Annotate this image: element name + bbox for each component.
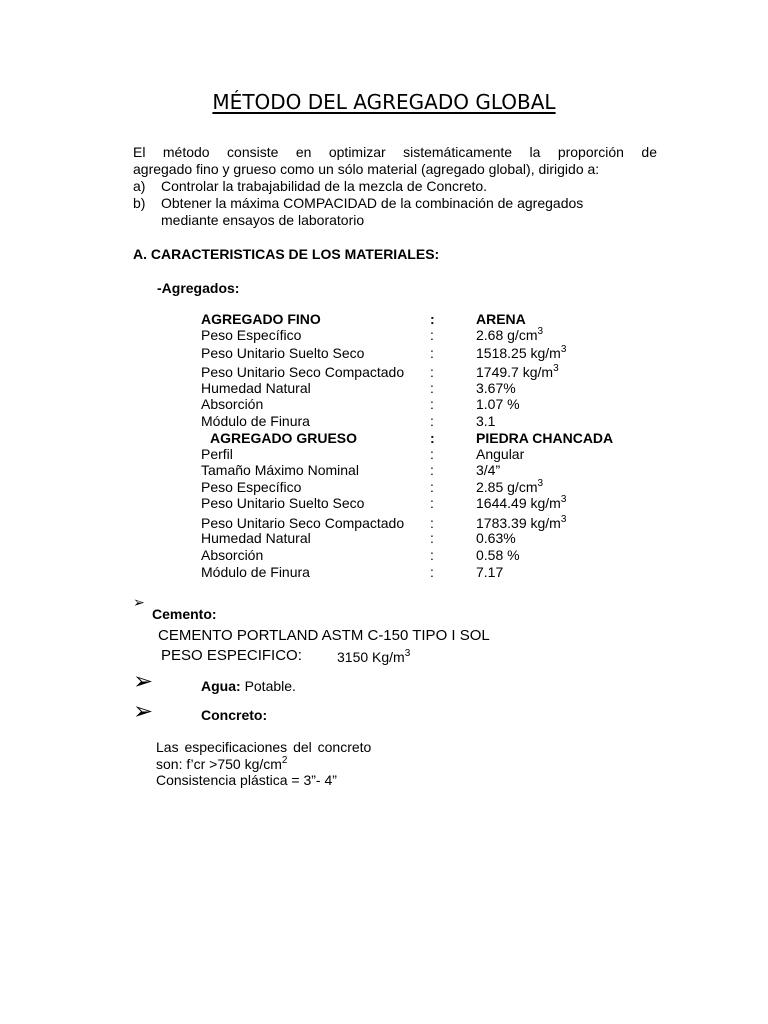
intro-line-1: El método consiste en optimizar sistemáticamente la proporción de <box>133 144 657 160</box>
grueso-row-value: 0.63% <box>476 530 516 546</box>
fino-row-label: Peso Unitario Seco Compactado <box>201 364 405 380</box>
grueso-row-label: Perfil <box>201 446 233 462</box>
list-item-a-marker: a) <box>133 178 146 194</box>
grueso-header-label: AGREGADO GRUESO <box>210 430 358 446</box>
agua-text: Potable. <box>244 678 296 694</box>
grueso-header-colon: : <box>430 430 435 446</box>
grueso-header-value: PIEDRA CHANCADA <box>476 430 614 446</box>
fino-row-colon: : <box>430 380 434 396</box>
grueso-row-label: Peso Unitario Suelto Seco <box>201 495 365 511</box>
arrow-bullet-icon: ➢ <box>133 698 154 725</box>
grueso-row-colon: : <box>430 547 434 563</box>
fino-row-colon: : <box>430 364 434 380</box>
cemento-peso-value: 3150 $Kg/m^3$ <box>337 648 411 665</box>
fino-row-label: Peso Unitario Suelto Seco <box>201 345 365 361</box>
fino-row-value: 1518.25 $kg/m^3$ <box>476 344 567 361</box>
fino-row-colon: : <box>430 345 434 361</box>
fino-header-label: AGREGADO FINO <box>201 311 321 327</box>
fino-row-colon: : <box>430 327 434 343</box>
grueso-row-colon: : <box>430 564 434 580</box>
fino-header-value: ARENA <box>476 311 526 327</box>
page-title: MÉTODO DEL AGREGADO GLOBAL <box>212 90 556 114</box>
grueso-row-colon: : <box>430 446 434 462</box>
fino-row-label: Peso Específico <box>201 327 302 343</box>
cemento-heading: Cemento: <box>152 606 217 622</box>
list-item-b-text: Obtener la máxima COMPACIDAD de la combinación de agregados <box>161 195 584 211</box>
arrow-bullet-icon: ➢ <box>133 668 154 695</box>
fino-row-value: 1749.7 $kg/m^3$ <box>476 363 559 380</box>
concreto-line-2: son: f’cr >750 $kg/cm^2$ <box>156 755 288 772</box>
concreto-line-3: Consistencia plástica = 3”- 4” <box>156 772 337 788</box>
fino-row-label: Módulo de Finura <box>201 413 310 429</box>
fino-row-value: 3.1 <box>476 413 496 429</box>
grueso-row-value: 1644.49 $kg/m^3$ <box>476 494 567 511</box>
fino-header-colon: : <box>430 311 435 327</box>
grueso-row-value: 3/4” <box>476 462 501 478</box>
fino-row-value: 3.67% <box>476 380 516 396</box>
grueso-row-value: 7.17 <box>476 564 504 580</box>
grueso-row-value: Angular <box>476 446 525 462</box>
agregados-heading: -Agregados: <box>157 280 240 296</box>
section-a-heading: A. CARACTERISTICAS DE LOS MATERIALES: <box>133 246 440 262</box>
grueso-row-value: 0.58 % <box>476 547 520 563</box>
fino-row-colon: : <box>430 413 434 429</box>
concreto-heading: Concreto: <box>201 707 268 723</box>
grueso-row-colon: : <box>430 515 434 531</box>
grueso-row-label: Peso Unitario Seco Compactado <box>201 515 405 531</box>
agua-label: Agua: <box>201 678 241 694</box>
fino-row-label: Absorción <box>201 396 264 412</box>
grueso-row-label: Peso Específico <box>201 479 302 495</box>
grueso-row-value: 1783.39 $kg/m^3$ <box>476 514 567 531</box>
list-item-a-text: Controlar la trabajabilidad de la mezcla de Concreto. <box>161 178 488 194</box>
fino-row-label: Humedad Natural <box>201 380 311 396</box>
concreto-line-1: Las especificaciones del concreto <box>156 739 372 755</box>
grueso-row-colon: : <box>430 479 434 495</box>
cemento-peso-label: PESO ESPECIFICO: <box>161 647 302 664</box>
grueso-row-label: Humedad Natural <box>201 530 311 546</box>
list-item-b-marker: b) <box>133 195 146 211</box>
grueso-row-label: Módulo de Finura <box>201 564 310 580</box>
grueso-row-colon: : <box>430 530 434 546</box>
grueso-row-label: Tamaño Máximo Nominal <box>201 462 359 478</box>
cemento-type: CEMENTO PORTLAND ASTM C-150 TIPO I SOL <box>158 627 490 644</box>
fino-row-colon: : <box>430 396 434 412</box>
grueso-row-colon: : <box>430 495 434 511</box>
grueso-row-colon: : <box>430 462 434 478</box>
grueso-row-label: Absorción <box>201 547 264 563</box>
arrow-bullet-icon: ➢ <box>133 594 145 610</box>
list-item-b-continuation: mediante ensayos de laboratorio <box>161 212 365 228</box>
fino-row-value: 1.07 % <box>476 396 520 412</box>
intro-line-2: agregado fino y grueso como un sólo material (agregado global), dirigido a: <box>133 161 600 177</box>
grueso-row-value: 2.85 $g/cm^3$ <box>476 478 544 495</box>
agua-line <box>201 678 296 694</box>
fino-row-value: 2.68 $g/cm^3$ <box>476 326 544 343</box>
